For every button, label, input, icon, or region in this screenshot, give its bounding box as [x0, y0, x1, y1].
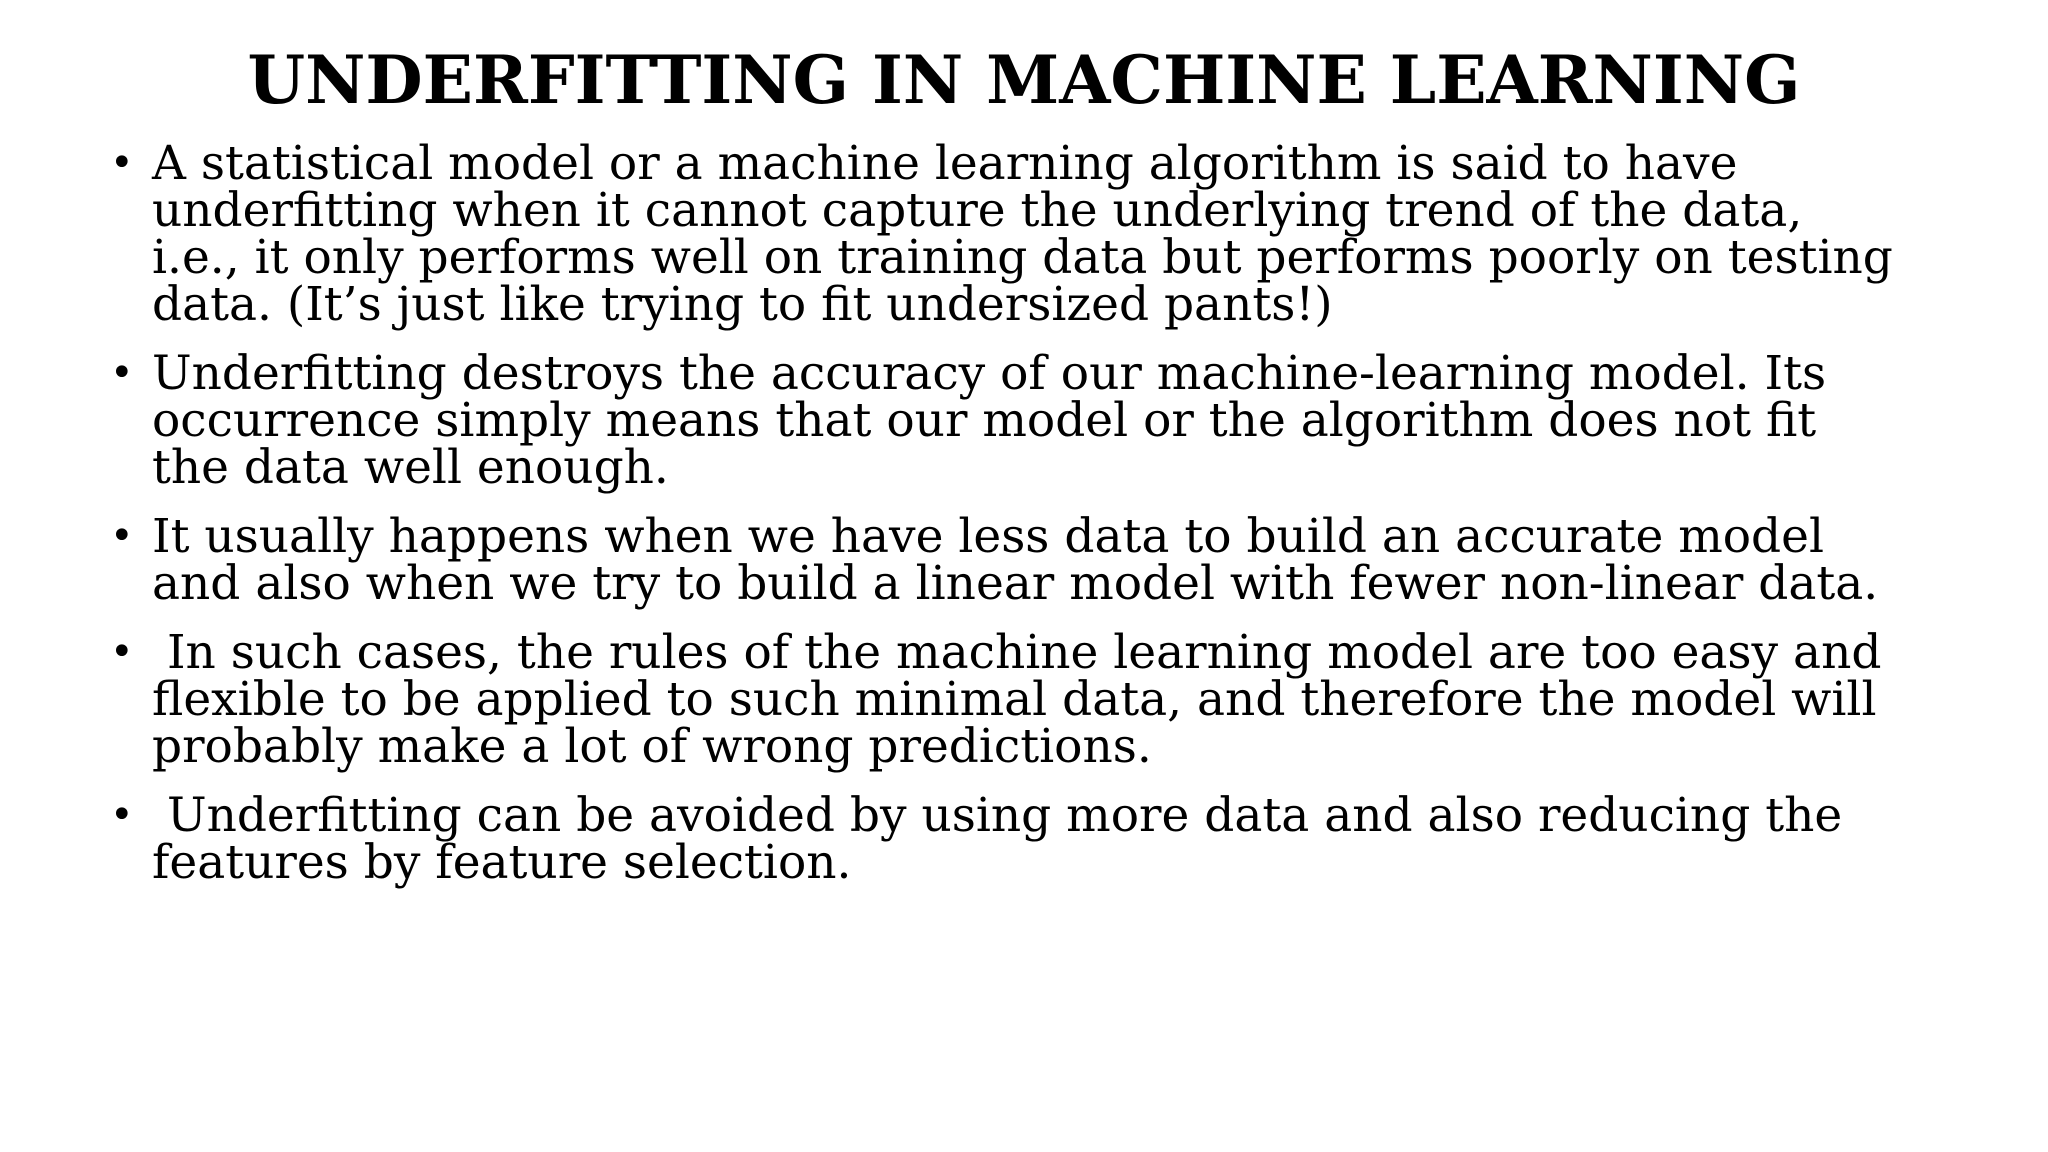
- bullet-text: Underfitting can be avoided by using more data and also reducing the features by feature selection.: [152, 788, 1858, 890]
- bullet-dot-icon: •: [110, 792, 134, 838]
- bullet-dot-icon: •: [110, 350, 134, 396]
- bullet-text: A statistical model or a machine learning algorithm is said to have underfitting when it cannot capture the underlying trend of the data, i.e., it only performs well on training data but performs poorly on testing data. (It’s just like trying to fit undersized pants!): [152, 136, 1908, 332]
- bullet-dot-icon: •: [110, 513, 134, 559]
- bullet-item: [110, 788, 1900, 890]
- bullet-dot-icon: •: [110, 629, 134, 675]
- bullet-text: In such cases, the rules of the machine learning model are too easy and flexible to be applied to such minimal data, and therefore the model will probably make a lot of wrong predictions.: [152, 625, 1897, 774]
- bullet-dot-icon: •: [110, 140, 134, 186]
- bullet-text: Underfitting destroys the accuracy of our machine-learning model. Its occurrence simply means that our model or the algorithm does not fit the data well enough.: [152, 346, 1842, 495]
- bullet-item: [110, 136, 1908, 332]
- bullet-list: [110, 136, 1908, 908]
- bullet-item: [110, 509, 1900, 611]
- bullet-item: [110, 346, 1900, 495]
- bullet-text: It usually happens when we have less data to build an accurate model and also when we try to build a linear model with fewer non-linear data.: [152, 509, 1879, 611]
- slide-title: UNDERFITTING IN MACHINE LEARNING: [247, 41, 1801, 119]
- bullet-item: [110, 625, 1900, 774]
